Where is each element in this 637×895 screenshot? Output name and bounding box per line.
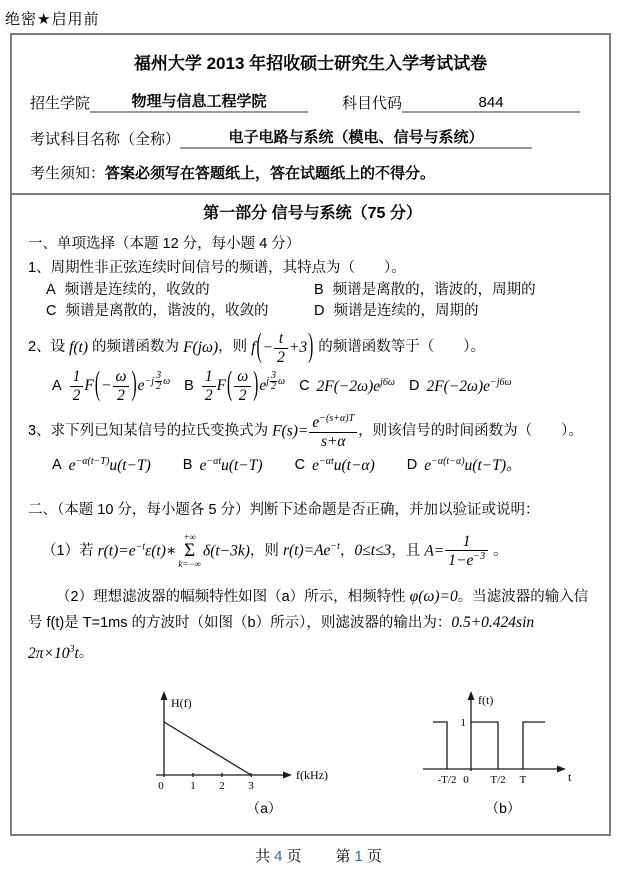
question1-options-row1 bbox=[46, 281, 597, 301]
college-value: 物理与信息工程学院 bbox=[90, 90, 308, 113]
option-letter: D bbox=[314, 303, 325, 320]
option-text: 频谱是离散的，谐波的，收敛的 bbox=[65, 303, 269, 320]
option-text: 频谱是连续的，周期的 bbox=[333, 303, 479, 320]
field-row-subject bbox=[30, 126, 591, 149]
section2-item2 bbox=[28, 584, 597, 666]
option-d bbox=[407, 455, 522, 477]
stem-text: 3、求下列已知某信号的拉氏变换式为 bbox=[28, 423, 273, 440]
stem-text: 的频谱函数等于（ ）。 bbox=[314, 339, 486, 356]
subject-name-value: 电子电路与系统（模电、信号与系统） bbox=[180, 126, 532, 149]
figure-a-tick-0: 0 bbox=[158, 779, 164, 792]
figure-b-axes bbox=[423, 697, 560, 771]
option-a bbox=[52, 455, 151, 477]
figure-b-pulse-right bbox=[523, 722, 545, 769]
notice-text: 答案必须写在答题纸上，答在试题纸上的不得分。 bbox=[105, 165, 436, 182]
option-text: 频谱是离散的，谐波的，周期的 bbox=[332, 281, 536, 298]
figure-a-tick-1: 1 bbox=[190, 779, 196, 792]
section1-heading: 一、单项选择（本题 12 分，每小题 4 分） bbox=[28, 235, 301, 252]
figure-b-pulse-left bbox=[433, 722, 447, 769]
question2-stem bbox=[28, 327, 597, 367]
part1-title: 第一部分 信号与系统（75 分） bbox=[203, 205, 422, 222]
option-c bbox=[46, 302, 314, 322]
footer-page-number: 1 bbox=[354, 848, 363, 865]
footer-total-pages: 4 bbox=[274, 848, 283, 865]
item-text: 。当滤波器的输入信号 f(t)是 T=1ms 的方波时（如图（b）所示），则滤波器的输出为： bbox=[28, 589, 589, 632]
figure-a-response-line bbox=[164, 722, 251, 775]
question3-options bbox=[52, 455, 597, 477]
item-text: 。 bbox=[78, 645, 94, 662]
option-math: $2F(-2\omega)e^{-j6\omega}$ bbox=[426, 376, 512, 395]
notice-label: 考生须知： bbox=[30, 165, 106, 182]
figure-a-caption: （a） bbox=[246, 799, 282, 816]
figure-b-plot bbox=[418, 687, 588, 795]
option-d bbox=[409, 376, 512, 398]
figure-b-level-label: 1 bbox=[460, 716, 466, 729]
option-c bbox=[299, 376, 395, 398]
item-math: $r(t)=Ae^{-t}$ bbox=[282, 541, 340, 560]
figure-b-tick-neg-half: -T/2 bbox=[437, 773, 457, 786]
item-math: A= $\frac{1}{1-e^{-3}}$ bbox=[424, 533, 489, 571]
question1-options bbox=[46, 281, 597, 322]
footer-total-label: 共 bbox=[255, 848, 271, 865]
question2-options bbox=[52, 368, 597, 405]
option-math: $e^{-\alpha t}u(t-T)$ bbox=[199, 455, 263, 475]
stem-math: F(jω) bbox=[183, 338, 219, 356]
figure-a-tick-2: 2 bbox=[219, 779, 225, 792]
stem-text: ，则该信号的时间函数为（ ）。 bbox=[358, 423, 583, 440]
option-d bbox=[314, 302, 478, 322]
question1-stem: 1、周期性非正弦连续时间信号的频谱，其特点为（ ）。 bbox=[28, 260, 406, 277]
item-text: ，则 bbox=[249, 542, 283, 559]
figure-b-xlabel: t bbox=[568, 769, 572, 784]
notice-row bbox=[30, 162, 591, 183]
option-b bbox=[183, 455, 263, 477]
stem-text: 的频谱函数为 bbox=[88, 339, 184, 356]
figure-b-tick-zero: 0 bbox=[463, 773, 469, 786]
option-math: $e^{-\alpha(t-T)}u(t-T)$ bbox=[68, 455, 151, 475]
item-text: ，且 bbox=[391, 542, 425, 559]
figure-a bbox=[144, 687, 384, 818]
paper-body bbox=[12, 195, 609, 817]
figure-a-tick-3: 3 bbox=[248, 779, 254, 792]
item-text: （1）若 bbox=[42, 542, 98, 559]
item-math: φ(ω)=0 bbox=[409, 588, 458, 606]
subject-name-label: 考试科目名称（全称） bbox=[30, 131, 181, 148]
figure-b-caption: （b） bbox=[485, 799, 521, 816]
figure-a-ylabel: H(f) bbox=[171, 695, 192, 710]
section2-heading: 二、（本题 10 分，每小题各 5 分）判断下述命题是否正确，并加以验证或说明： bbox=[28, 501, 540, 518]
option-letter: A bbox=[52, 378, 62, 394]
classification-banner: 绝密★启用前 bbox=[5, 11, 100, 28]
paper-title: 福州大学 2013 年招收硕士研究生入学考试试卷 bbox=[133, 54, 488, 73]
option-math: $e^{-\alpha t}u(t-\alpha)$ bbox=[312, 455, 375, 475]
option-b bbox=[184, 368, 285, 405]
figure-b-tick-T: T bbox=[519, 773, 527, 786]
stem-math: F(s)= $\frac{e^{-(s+\alpha)T}}{s+\alpha}$ bbox=[272, 413, 358, 451]
footer-page-unit: 页 bbox=[366, 848, 382, 865]
item-math: 0.5+0.424sin $2\pi\times 10^3t$ bbox=[28, 614, 535, 662]
figure-b-ylabel: f(t) bbox=[478, 692, 494, 707]
option-letter: D bbox=[406, 457, 418, 474]
subject-code-label: 科目代码 bbox=[342, 95, 403, 112]
figure-a-plot bbox=[144, 687, 384, 795]
paper-box bbox=[10, 33, 611, 836]
field-row-college-code bbox=[30, 90, 591, 113]
option-math: $2F(-2\omega)e^{j6\omega}$ bbox=[316, 376, 395, 395]
option-a bbox=[46, 281, 314, 301]
option-letter: B bbox=[182, 457, 193, 474]
option-math: $\frac{1}{2}$ F(− ω 2 )$e^{-j \frac{3}{2} \omega}$ bbox=[69, 368, 170, 405]
stem-text: 2、设 bbox=[28, 339, 70, 356]
item-math: $r(t)=e^{-t}\varepsilon(t)∗$ +∞ Σ k=−∞ δ(t−3k) bbox=[97, 531, 250, 570]
stem-math: f(t) bbox=[69, 338, 89, 356]
subject-code-value: 844 bbox=[402, 94, 580, 113]
paper-header bbox=[12, 35, 609, 195]
item-text: ， bbox=[339, 542, 355, 559]
question3-stem bbox=[28, 413, 597, 451]
option-letter: B bbox=[314, 281, 324, 298]
stem-math: f(− t 2 +3) bbox=[251, 327, 314, 366]
figure-b bbox=[418, 687, 588, 818]
option-letter: C bbox=[299, 377, 310, 394]
option-letter: B bbox=[184, 378, 194, 394]
footer-page-label: 第 bbox=[335, 848, 351, 865]
figure-b-pulse-middle bbox=[471, 722, 498, 769]
option-letter: C bbox=[46, 303, 57, 320]
page-footer bbox=[0, 845, 637, 866]
stem-text: ，则 bbox=[218, 339, 252, 356]
option-letter: C bbox=[294, 457, 306, 474]
option-letter: A bbox=[46, 281, 56, 298]
figures-row bbox=[144, 687, 597, 818]
section2-item1 bbox=[42, 533, 597, 571]
college-label: 招生学院 bbox=[30, 95, 91, 112]
option-b bbox=[314, 281, 536, 301]
footer-pages-unit: 页 bbox=[286, 848, 302, 865]
item-text: （2）理想滤波器的幅频特性如图（a）所示，相频特性 bbox=[56, 589, 410, 606]
option-letter: A bbox=[52, 457, 62, 474]
option-a bbox=[52, 368, 170, 405]
question1-options-row2 bbox=[46, 302, 597, 322]
figure-b-tick-half: T/2 bbox=[490, 773, 506, 786]
option-c bbox=[295, 455, 375, 477]
figure-a-xlabel: f(kHz) bbox=[296, 767, 328, 782]
item-math: 0≤t≤3 bbox=[354, 541, 392, 559]
option-text: 频谱是连续的，收敛的 bbox=[64, 281, 210, 298]
item-text: 。 bbox=[489, 542, 508, 559]
option-letter: D bbox=[408, 377, 420, 394]
option-math: $e^{-\alpha(t-\alpha)}u(t-T)$。 bbox=[424, 455, 522, 475]
option-math: $\frac{1}{2}$ F( ω 2 )$e^{j \frac{3}{2} \omega}$ bbox=[201, 368, 285, 405]
